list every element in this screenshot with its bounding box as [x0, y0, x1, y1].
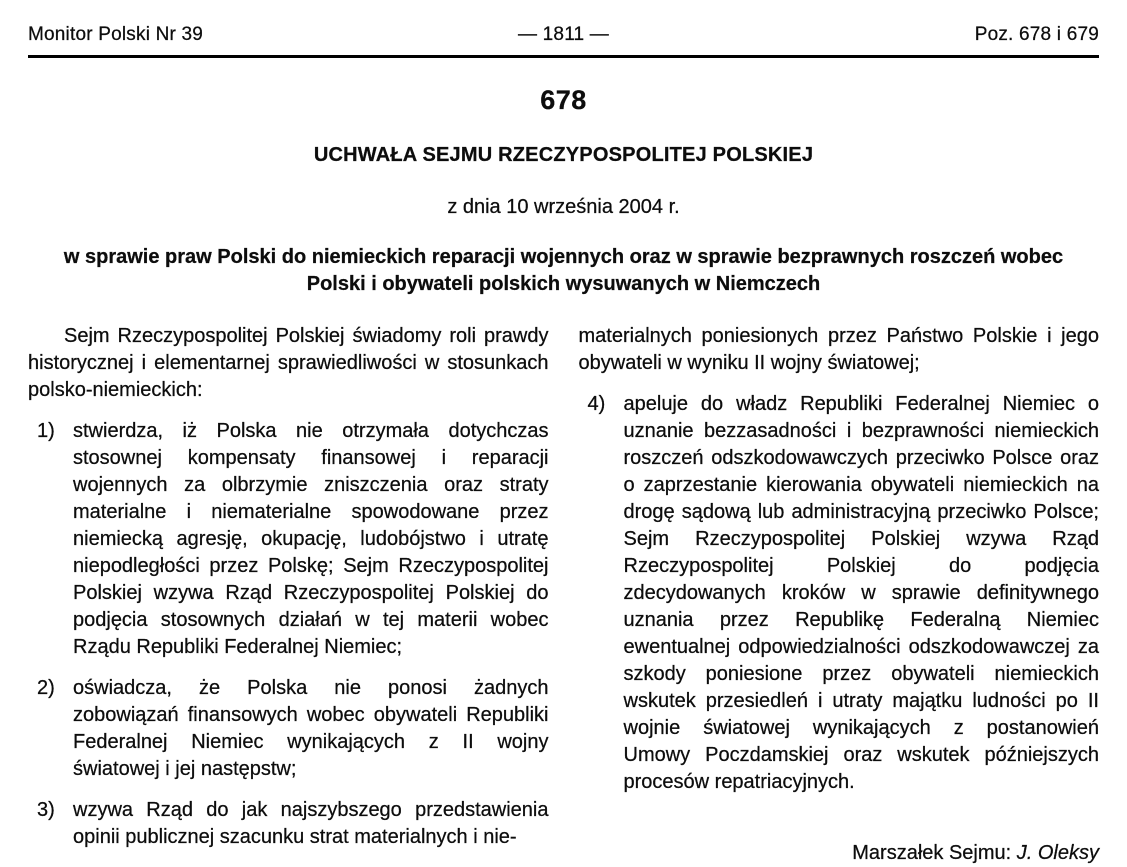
- list-item-3: [28, 797, 549, 851]
- right-column: [579, 323, 1100, 867]
- item-marker-3: 3): [37, 799, 55, 821]
- item-text-1: stwierdza, iż Polska nie otrzymała dotychczas stosownej kompensaty finansowej i reparacji wojennych za olbrzymie zniszczenia oraz straty materialne i niematerialne spowodowane przez niemiecką agresję, okupację, ludobójstwo i utratę niepodległości przez Polskę; Sejm Rzeczypospolitej Polskiej wzywa Rząd Rzeczypospolitej Polskiej do podjęcia stosownych działań w tej materii wobec Rządu Republiki Federalnej Niemiec;: [73, 420, 549, 658]
- act-title: UCHWAŁA SEJMU RZECZYPOSPOLITEJ POLSKIEJ: [313, 144, 814, 166]
- item-text-3: wzywa Rząd do jak najszybszego przedstawienia opinii publicznej szacunku strat materialnych i nie-: [73, 799, 549, 848]
- act-date: z dnia 10 września 2004 r.: [447, 196, 680, 218]
- list-item-2: [28, 675, 549, 783]
- act-subject-line-1: w sprawie praw Polski do niemieckich reparacji wojennych oraz w sprawie bezprawnych roszczeń wobec: [63, 246, 1064, 268]
- left-column: [28, 323, 549, 867]
- item-marker-2: 2): [37, 677, 55, 699]
- act-subject: [28, 244, 1099, 298]
- list-item-4: [579, 391, 1100, 796]
- act-number: 678: [540, 85, 587, 115]
- item-text-4: apeluje do władz Republiki Federalnej Niemiec o uznanie bezzasadności i bezprawności niemieckich roszczeń odszkodowawczych przeciwko Polsce oraz o zaprzestanie kierowania obywateli niemieckich na drogę sądową lub administracyjną przeciwko Polsce; Sejm Rzeczypospolitej Polskiej wzywa Rząd Rzeczypospolitej Polskiej do podjęcia zdecydowanych kroków w sprawie definitywnego uznania przez Republikę Federalną Niemiec ewentualnej odpowiedzialności odszkodowawczej za szkody poniesione przez obywateli niemieckich wskutek przesiedleń i utraty majątku ludności po II wojnie światowej wynikających z postanowień Umowy Poczdamskiej oraz wskutek późniejszych procesów repatriacyjnych.: [623, 393, 1099, 793]
- signature-name: J. Oleksy: [1016, 842, 1099, 864]
- position-number: Poz. 678 i 679: [974, 24, 1099, 45]
- header-rule: [28, 55, 1099, 58]
- intro-paragraph: Sejm Rzeczypospolitej Polskiej świadomy roli prawdy historycznej i elementarnej sprawiedliwości w stosunkach polsko-niemieckich:: [28, 325, 549, 401]
- body-columns: [28, 323, 1099, 867]
- item-text-2: oświadcza, że Polska nie ponosi żadnych zobowiązań finansowych wobec obywateli Republiki Federalnej Niemiec wynikających z II wojny światowej i jej następstw;: [73, 677, 549, 780]
- journal-name: Monitor Polski Nr 39: [28, 24, 204, 45]
- page-number: — 1811 —: [517, 24, 609, 45]
- list-item-1: [28, 418, 549, 661]
- item-marker-4: 4): [587, 393, 606, 415]
- signature-role: Marszałek Sejmu:: [852, 842, 1012, 864]
- running-header: [28, 24, 1099, 46]
- item-marker-1: 1): [37, 420, 55, 442]
- act-subject-line-2: Polski i obywateli polskich wysuwanych w Niemczech: [306, 273, 821, 295]
- item-3-continuation: materialnych poniesionych przez Państwo Polskie i jego obywateli w wyniku II wojny światowej;: [578, 325, 1099, 374]
- signature-line: [579, 840, 1100, 867]
